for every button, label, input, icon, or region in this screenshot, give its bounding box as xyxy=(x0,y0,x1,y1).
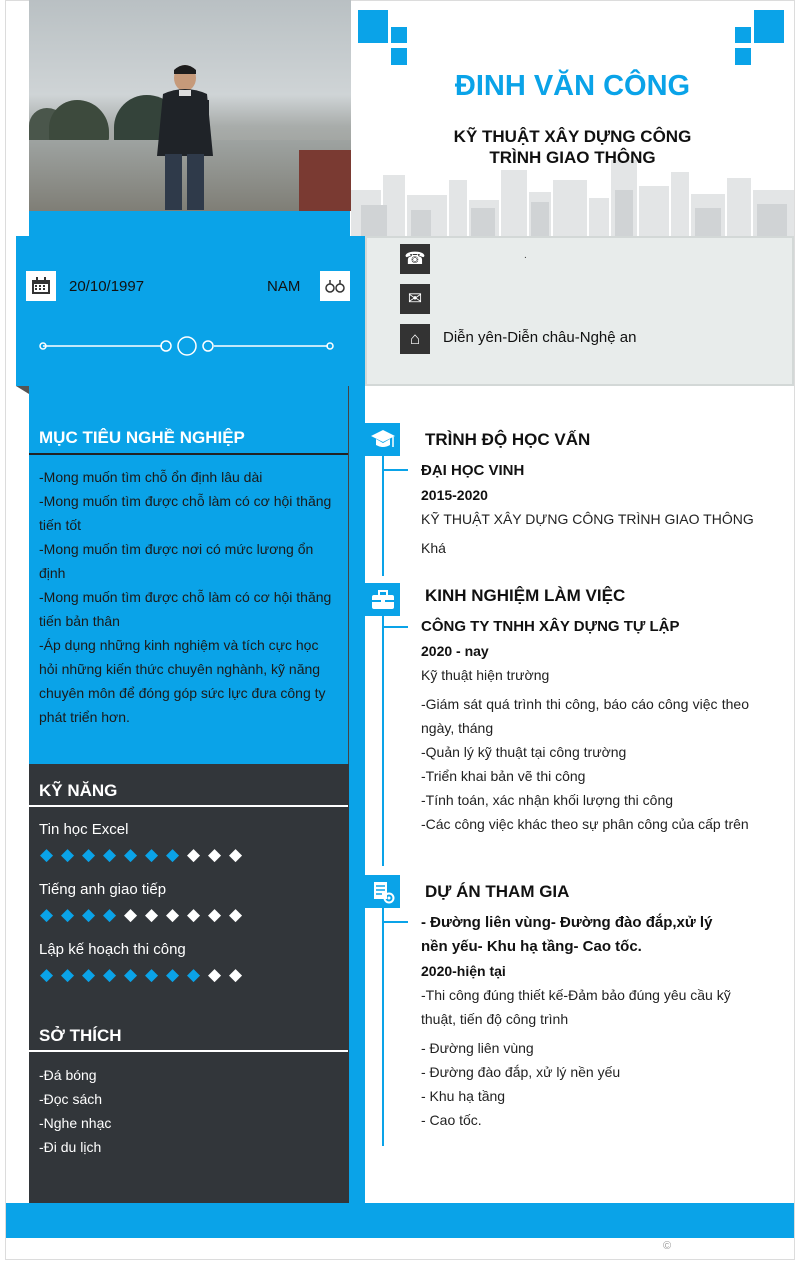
mail-icon: ✉ xyxy=(400,284,430,314)
address-value: Diễn yên-Diễn châu-Nghệ an xyxy=(443,329,637,346)
phone-value: . xyxy=(524,250,527,261)
rating-diamond-empty: ◆ xyxy=(144,905,159,924)
rating-diamond-filled: ◆ xyxy=(123,845,138,864)
rating-diamond-empty: ◆ xyxy=(165,905,180,924)
profile-photo xyxy=(29,0,351,211)
rating-diamond-filled: ◆ xyxy=(186,965,201,984)
rating-diamond-empty: ◆ xyxy=(207,845,222,864)
projects-title: DỰ ÁN THAM GIA xyxy=(425,882,570,901)
objective-item: -Mong muốn tìm được chỗ làm có cơ hội thăng tiến tốt xyxy=(39,493,332,533)
decor-square xyxy=(391,27,407,43)
skill-rating xyxy=(36,846,246,865)
accent-strip xyxy=(349,386,365,1203)
skill-name: Tiếng anh giao tiếp xyxy=(39,881,167,898)
rating-diamond-filled: ◆ xyxy=(102,965,117,984)
timeline-tick xyxy=(382,626,408,628)
panel-fold xyxy=(16,386,29,394)
rating-diamond-empty: ◆ xyxy=(207,965,222,984)
duty-item: -Tính toán, xác nhận khối lượng thi công xyxy=(421,792,674,808)
rating-diamond-filled: ◆ xyxy=(165,845,180,864)
duty-item: -Quản lý kỹ thuật tại công trường xyxy=(421,744,627,760)
timeline-line xyxy=(382,456,384,576)
duty-item: -Triển khai bản vẽ thi công xyxy=(421,768,586,784)
rating-diamond-filled: ◆ xyxy=(102,905,117,924)
rating-diamond-filled: ◆ xyxy=(144,965,159,984)
rating-diamond-filled: ◆ xyxy=(144,845,159,864)
skill-rating xyxy=(36,906,246,925)
job-title xyxy=(351,126,794,168)
person-name: ĐINH VĂN CÔNG xyxy=(454,70,691,102)
skill-rating xyxy=(36,966,246,985)
timeline-line xyxy=(382,612,384,866)
home-icon: ⌂ xyxy=(400,324,430,354)
timeline-line xyxy=(382,906,384,1146)
project-items xyxy=(421,1036,620,1132)
objective-title: MỤC TIÊU NGHỀ NGHIỆP xyxy=(39,428,245,447)
objective-item: -Mong muốn tìm được nơi có mức lương ổn định xyxy=(39,541,314,581)
rating-diamond-empty: ◆ xyxy=(228,845,243,864)
decor-square xyxy=(358,10,388,43)
skill-name: Lập kế hoạch thi công xyxy=(39,941,186,958)
education-school: ĐẠI HỌC VINH xyxy=(421,462,525,479)
experience-position: Kỹ thuật hiện trường xyxy=(421,667,550,683)
rating-diamond-filled: ◆ xyxy=(39,845,54,864)
timeline-tick xyxy=(382,469,408,471)
decor-square xyxy=(391,48,407,65)
photo-railing xyxy=(299,150,351,211)
project-item: - Đường đào đắp, xử lý nền yếu xyxy=(421,1064,621,1080)
rating-diamond-empty: ◆ xyxy=(186,905,201,924)
copyright-mark: © xyxy=(663,1240,672,1252)
project-name: nền yếu- Khu hạ tầng- Cao tốc. xyxy=(421,938,642,955)
project-name: - Đường liên vùng- Đường đào đắp,xử lý xyxy=(421,914,713,931)
project-period: 2020-hiện tại xyxy=(421,963,506,979)
duty-item: -Giám sát quá trình thi công, báo cáo công việc theo ngày, tháng xyxy=(421,696,749,736)
calendar-icon xyxy=(26,271,56,301)
skill-name: Tin học Excel xyxy=(39,821,129,838)
objective-item: -Mong muốn tìm chỗ ổn định lâu dài xyxy=(39,469,263,485)
project-item: - Khu hạ tầng xyxy=(421,1088,506,1104)
education-grade: Khá xyxy=(421,540,446,556)
duty-item: -Các công việc khác theo sự phân công của cấp trên xyxy=(421,816,749,832)
briefcase-icon xyxy=(365,583,400,616)
hobbies-title: SỞ THÍCH xyxy=(39,1026,122,1045)
hobby-item: -Nghe nhạc xyxy=(39,1115,112,1131)
education-period: 2015-2020 xyxy=(421,487,488,503)
rating-diamond-filled: ◆ xyxy=(123,965,138,984)
rating-diamond-empty: ◆ xyxy=(123,905,138,924)
photo-person xyxy=(149,60,219,210)
gender: NAM xyxy=(267,278,301,295)
rating-diamond-empty: ◆ xyxy=(228,965,243,984)
rating-diamond-empty: ◆ xyxy=(207,905,222,924)
phone-icon: ☎ xyxy=(400,244,430,274)
objective-item: -Áp dụng những kinh nghiệm và tích cực học hỏi những kiến thức chuyên nghành, kỹ năng chuyên môn để đóng góp sức lực đưa công ty phát triển hơn. xyxy=(39,637,326,725)
footer-band xyxy=(6,1203,794,1238)
hobby-list xyxy=(39,1063,111,1159)
rating-diamond-filled: ◆ xyxy=(102,845,117,864)
skills-title: KỸ NĂNG xyxy=(39,781,118,800)
experience-title: KINH NGHIỆM LÀM VIỆC xyxy=(425,586,626,605)
decor-square xyxy=(735,48,751,65)
rating-diamond-empty: ◆ xyxy=(228,905,243,924)
education-title: TRÌNH ĐỘ HỌC VẤN xyxy=(425,430,591,449)
objective-list xyxy=(39,465,337,729)
graduation-cap-icon xyxy=(365,423,400,456)
project-description: -Thi công đúng thiết kế-Đảm bảo đúng yêu cầu kỹ thuật, tiến độ công trình xyxy=(421,987,731,1027)
section-rule xyxy=(29,453,348,455)
gender-icon xyxy=(320,271,350,301)
hobby-item: -Đi du lịch xyxy=(39,1139,102,1155)
project-document-icon xyxy=(365,875,400,908)
rating-diamond-filled: ◆ xyxy=(60,905,75,924)
rating-diamond-filled: ◆ xyxy=(81,965,96,984)
birth-date: 20/10/1997 xyxy=(69,278,145,295)
hobby-item: -Đọc sách xyxy=(39,1091,103,1107)
rating-diamond-filled: ◆ xyxy=(39,905,54,924)
decor-square xyxy=(754,10,784,43)
decor-divider xyxy=(38,334,338,358)
section-rule xyxy=(29,1050,348,1052)
rating-diamond-empty: ◆ xyxy=(186,845,201,864)
rating-diamond-filled: ◆ xyxy=(60,965,75,984)
personal-info-panel xyxy=(16,236,365,386)
rating-diamond-filled: ◆ xyxy=(60,845,75,864)
experience-company: CÔNG TY TNHH XÂY DỰNG TỰ LẬP xyxy=(421,618,680,635)
experience-duties xyxy=(421,692,749,836)
photo-island xyxy=(49,100,109,142)
education-major: KỸ THUẬT XÂY DỰNG CÔNG TRÌNH GIAO THÔNG xyxy=(421,511,754,527)
rating-diamond-filled: ◆ xyxy=(81,905,96,924)
project-item: - Cao tốc. xyxy=(421,1112,482,1128)
decor-square xyxy=(735,27,751,43)
rating-diamond-filled: ◆ xyxy=(39,965,54,984)
objective-item: -Mong muốn tìm được chỗ làm có cơ hội thăng tiến bản thân xyxy=(39,589,332,629)
job-title-line: KỸ THUẬT XÂY DỰNG CÔNG xyxy=(453,127,692,146)
rating-diamond-filled: ◆ xyxy=(81,845,96,864)
hobby-item: -Đá bóng xyxy=(39,1067,97,1083)
experience-period: 2020 - nay xyxy=(421,643,489,659)
rating-diamond-filled: ◆ xyxy=(165,965,180,984)
job-title-line: TRÌNH GIAO THÔNG xyxy=(489,148,656,167)
project-item: - Đường liên vùng xyxy=(421,1040,534,1056)
section-rule xyxy=(29,805,348,807)
timeline-tick xyxy=(382,921,408,923)
